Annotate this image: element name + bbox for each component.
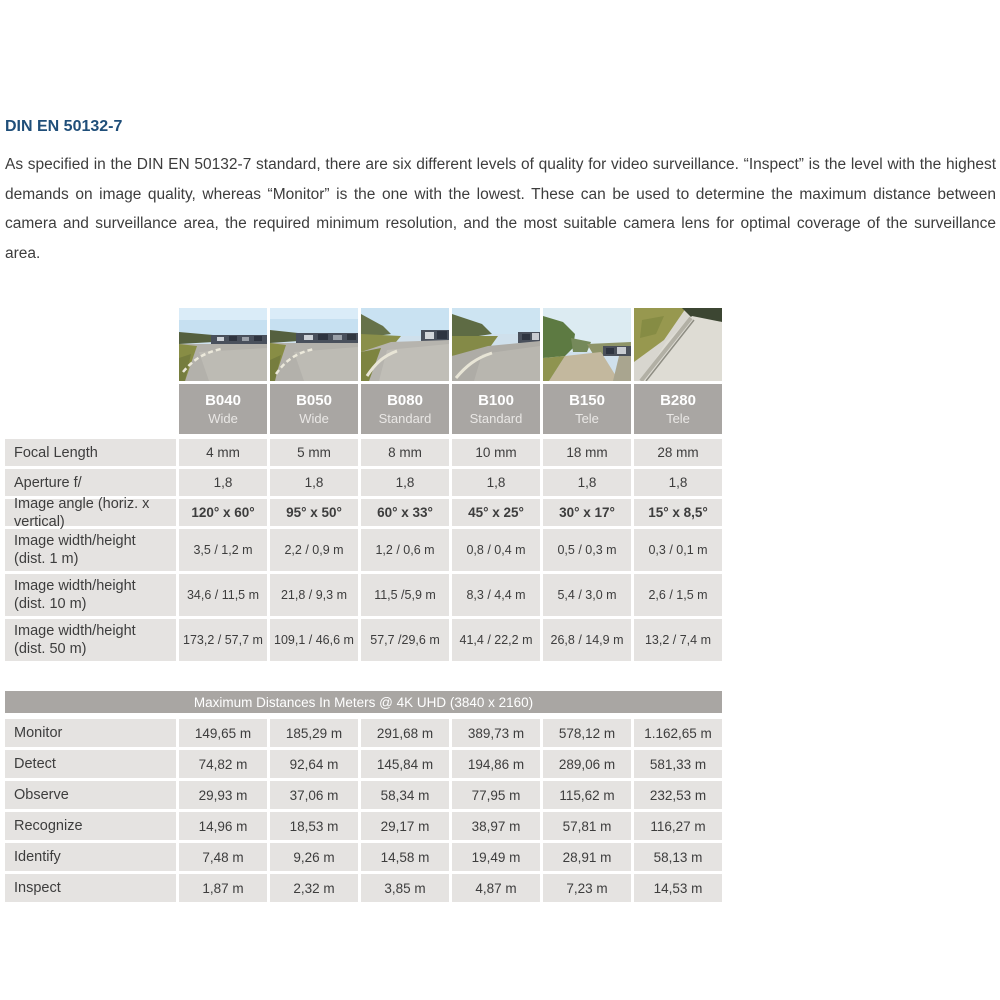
table-cell: 45° x 25° [452, 499, 540, 526]
row-label [5, 812, 176, 840]
table-cell: 1,2 / 0,6 m [361, 529, 449, 571]
row-label-text: Observe [14, 787, 69, 803]
table-cell: 232,53 m [634, 781, 722, 809]
table-cell: 289,06 m [543, 750, 631, 778]
row-label-text: Focal Length [14, 444, 98, 461]
table-cell: 57,81 m [543, 812, 631, 840]
table-cell: 1,8 [361, 469, 449, 496]
lens-type: Tele [666, 411, 690, 426]
table-cell: 11,5 /5,9 m [361, 574, 449, 616]
table-cell: 2,2 / 0,9 m [270, 529, 358, 571]
table-cell: 2,6 / 1,5 m [634, 574, 722, 616]
row-label [5, 781, 176, 809]
table-row-identify [5, 843, 1000, 871]
table-cell: 4 mm [179, 439, 267, 466]
table-cell: 37,06 m [270, 781, 358, 809]
intro-paragraph: As specified in the DIN EN 50132-7 standard, there are six different levels of quality for video surveillance. “Inspect” is the level with the highest demands on image quality, whereas “Monitor” is the one with the lowest. These can be used to determine the maximum distance between camera and surveillance area, the required minimum resolution, and the most suitable camera lens for optimal coverage of the surveillance area. [5, 156, 996, 262]
row-label [5, 750, 176, 778]
table-cell: 145,84 m [361, 750, 449, 778]
row-label-spacer [5, 384, 176, 434]
table-row-monitor [5, 719, 1000, 747]
lens-column-header-b050 [270, 384, 358, 434]
row-label-text: Image angle (horiz. x vertical) [14, 495, 150, 530]
table-cell: 2,32 m [270, 874, 358, 902]
table-row-image-angle [5, 495, 1000, 530]
camera-sample-image-b080 [361, 308, 449, 381]
row-sublabel-text: (dist. 1 m) [14, 551, 79, 567]
row-label-text: Monitor [14, 725, 63, 741]
lens-column-header-b280 [634, 384, 722, 434]
lens-comparison-table [5, 308, 1000, 661]
table-cell: 1,8 [543, 469, 631, 496]
table-row-width-height-1m [5, 529, 1000, 571]
table-cell: 58,34 m [361, 781, 449, 809]
lens-header-row [5, 384, 1000, 434]
table-cell: 19,49 m [452, 843, 540, 871]
table-cell: 9,26 m [270, 843, 358, 871]
row-label-text: Image width/height [14, 533, 136, 549]
table-cell: 5 mm [270, 439, 358, 466]
table-cell: 0,3 / 0,1 m [634, 529, 722, 571]
table-cell: 7,48 m [179, 843, 267, 871]
table-row-inspect [5, 874, 1000, 902]
table-cell: 14,53 m [634, 874, 722, 902]
row-label [5, 495, 176, 530]
table-cell: 120° x 60° [179, 499, 267, 526]
table-cell: 173,2 / 57,7 m [179, 619, 267, 661]
table-cell: 149,65 m [179, 719, 267, 747]
table-cell: 28,91 m [543, 843, 631, 871]
table-cell: 3,5 / 1,2 m [179, 529, 267, 571]
lens-column-header-b100 [452, 384, 540, 434]
row-label-text: Aperture f/ [14, 474, 82, 491]
table-cell: 115,62 m [543, 781, 631, 809]
table-cell: 10 mm [452, 439, 540, 466]
table-cell: 1,8 [634, 469, 722, 496]
table-row-width-height-50m [5, 619, 1000, 661]
table-cell: 0,8 / 0,4 m [452, 529, 540, 571]
camera-sample-image-b040 [179, 308, 267, 381]
table-row-recognize [5, 812, 1000, 840]
lens-column-header-b080 [361, 384, 449, 434]
table-cell: 58,13 m [634, 843, 722, 871]
camera-sample-image-b100 [452, 308, 540, 381]
table-cell: 389,73 m [452, 719, 540, 747]
table-row-aperture [5, 469, 1000, 496]
table-cell: 41,4 / 22,2 m [452, 619, 540, 661]
table-cell: 29,17 m [361, 812, 449, 840]
table-cell: 109,1 / 46,6 m [270, 619, 358, 661]
row-label-text: Image width/height [14, 578, 136, 594]
table-cell: 1,8 [452, 469, 540, 496]
table-cell: 28 mm [634, 439, 722, 466]
table-cell: 8,3 / 4,4 m [452, 574, 540, 616]
table-cell: 1,8 [179, 469, 267, 496]
table-cell: 14,96 m [179, 812, 267, 840]
table-row-width-height-10m [5, 574, 1000, 616]
row-label [5, 439, 176, 466]
table-cell: 7,23 m [543, 874, 631, 902]
table-cell: 1,87 m [179, 874, 267, 902]
row-label [5, 469, 176, 496]
row-label [5, 574, 176, 616]
table-row-detect [5, 750, 1000, 778]
camera-sample-image-b050 [270, 308, 358, 381]
lens-model: B100 [478, 392, 514, 409]
table-cell: 21,8 / 9,3 m [270, 574, 358, 616]
lens-type: Wide [208, 411, 238, 426]
row-sublabel-text: (dist. 50 m) [14, 641, 87, 657]
lens-type: Standard [378, 411, 432, 426]
table-cell: 38,97 m [452, 812, 540, 840]
row-sublabel-text: (dist. 10 m) [14, 596, 87, 612]
lens-type: Wide [299, 411, 329, 426]
table-cell: 26,8 / 14,9 m [543, 619, 631, 661]
table-row-observe [5, 781, 1000, 809]
table-cell: 8 mm [361, 439, 449, 466]
table-cell: 3,85 m [361, 874, 449, 902]
table-cell: 15° x 8,5° [634, 499, 722, 526]
table-cell: 14,58 m [361, 843, 449, 871]
table-cell: 581,33 m [634, 750, 722, 778]
lens-column-header-b040 [179, 384, 267, 434]
table-cell: 57,7 /29,6 m [361, 619, 449, 661]
row-label-text: Inspect [14, 880, 61, 896]
table-cell: 5,4 / 3,0 m [543, 574, 631, 616]
table-cell: 194,86 m [452, 750, 540, 778]
table-cell: 29,93 m [179, 781, 267, 809]
distance-table-header: Maximum Distances In Meters @ 4K UHD (3840 x 2160) [5, 691, 722, 713]
page-title: DIN EN 50132-7 [5, 118, 123, 135]
camera-sample-image-b150 [543, 308, 631, 381]
lens-column-header-b150 [543, 384, 631, 434]
table-cell: 185,29 m [270, 719, 358, 747]
row-label [5, 719, 176, 747]
row-label-text: Image width/height [14, 623, 136, 639]
row-label-text: Detect [14, 756, 56, 772]
table-cell: 60° x 33° [361, 499, 449, 526]
camera-sample-image-b280 [634, 308, 722, 381]
table-cell: 18 mm [543, 439, 631, 466]
row-label-spacer [5, 308, 176, 381]
lens-model: B150 [569, 392, 605, 409]
table-cell: 18,53 m [270, 812, 358, 840]
lens-type: Tele [575, 411, 599, 426]
row-label [5, 619, 176, 661]
table-row-focal-length [5, 439, 1000, 466]
lens-type: Standard [469, 411, 523, 426]
camera-sample-row [5, 308, 1000, 381]
lens-model: B050 [296, 392, 332, 409]
table-cell: 4,87 m [452, 874, 540, 902]
table-cell: 34,6 / 11,5 m [179, 574, 267, 616]
row-label-text: Identify [14, 849, 61, 865]
table-cell: 1.162,65 m [634, 719, 722, 747]
table-cell: 13,2 / 7,4 m [634, 619, 722, 661]
lens-model: B280 [660, 392, 696, 409]
table-cell: 92,64 m [270, 750, 358, 778]
lens-model: B080 [387, 392, 423, 409]
table-cell: 116,27 m [634, 812, 722, 840]
table-cell: 77,95 m [452, 781, 540, 809]
table-cell: 291,68 m [361, 719, 449, 747]
table-cell: 30° x 17° [543, 499, 631, 526]
row-label-text: Recognize [14, 818, 83, 834]
table-cell: 95° x 50° [270, 499, 358, 526]
table-cell: 74,82 m [179, 750, 267, 778]
table-cell: 578,12 m [543, 719, 631, 747]
table-cell: 1,8 [270, 469, 358, 496]
row-label [5, 529, 176, 571]
row-label [5, 874, 176, 902]
lens-model: B040 [205, 392, 241, 409]
table-cell: 0,5 / 0,3 m [543, 529, 631, 571]
max-distance-table [5, 691, 1000, 902]
row-label [5, 843, 176, 871]
